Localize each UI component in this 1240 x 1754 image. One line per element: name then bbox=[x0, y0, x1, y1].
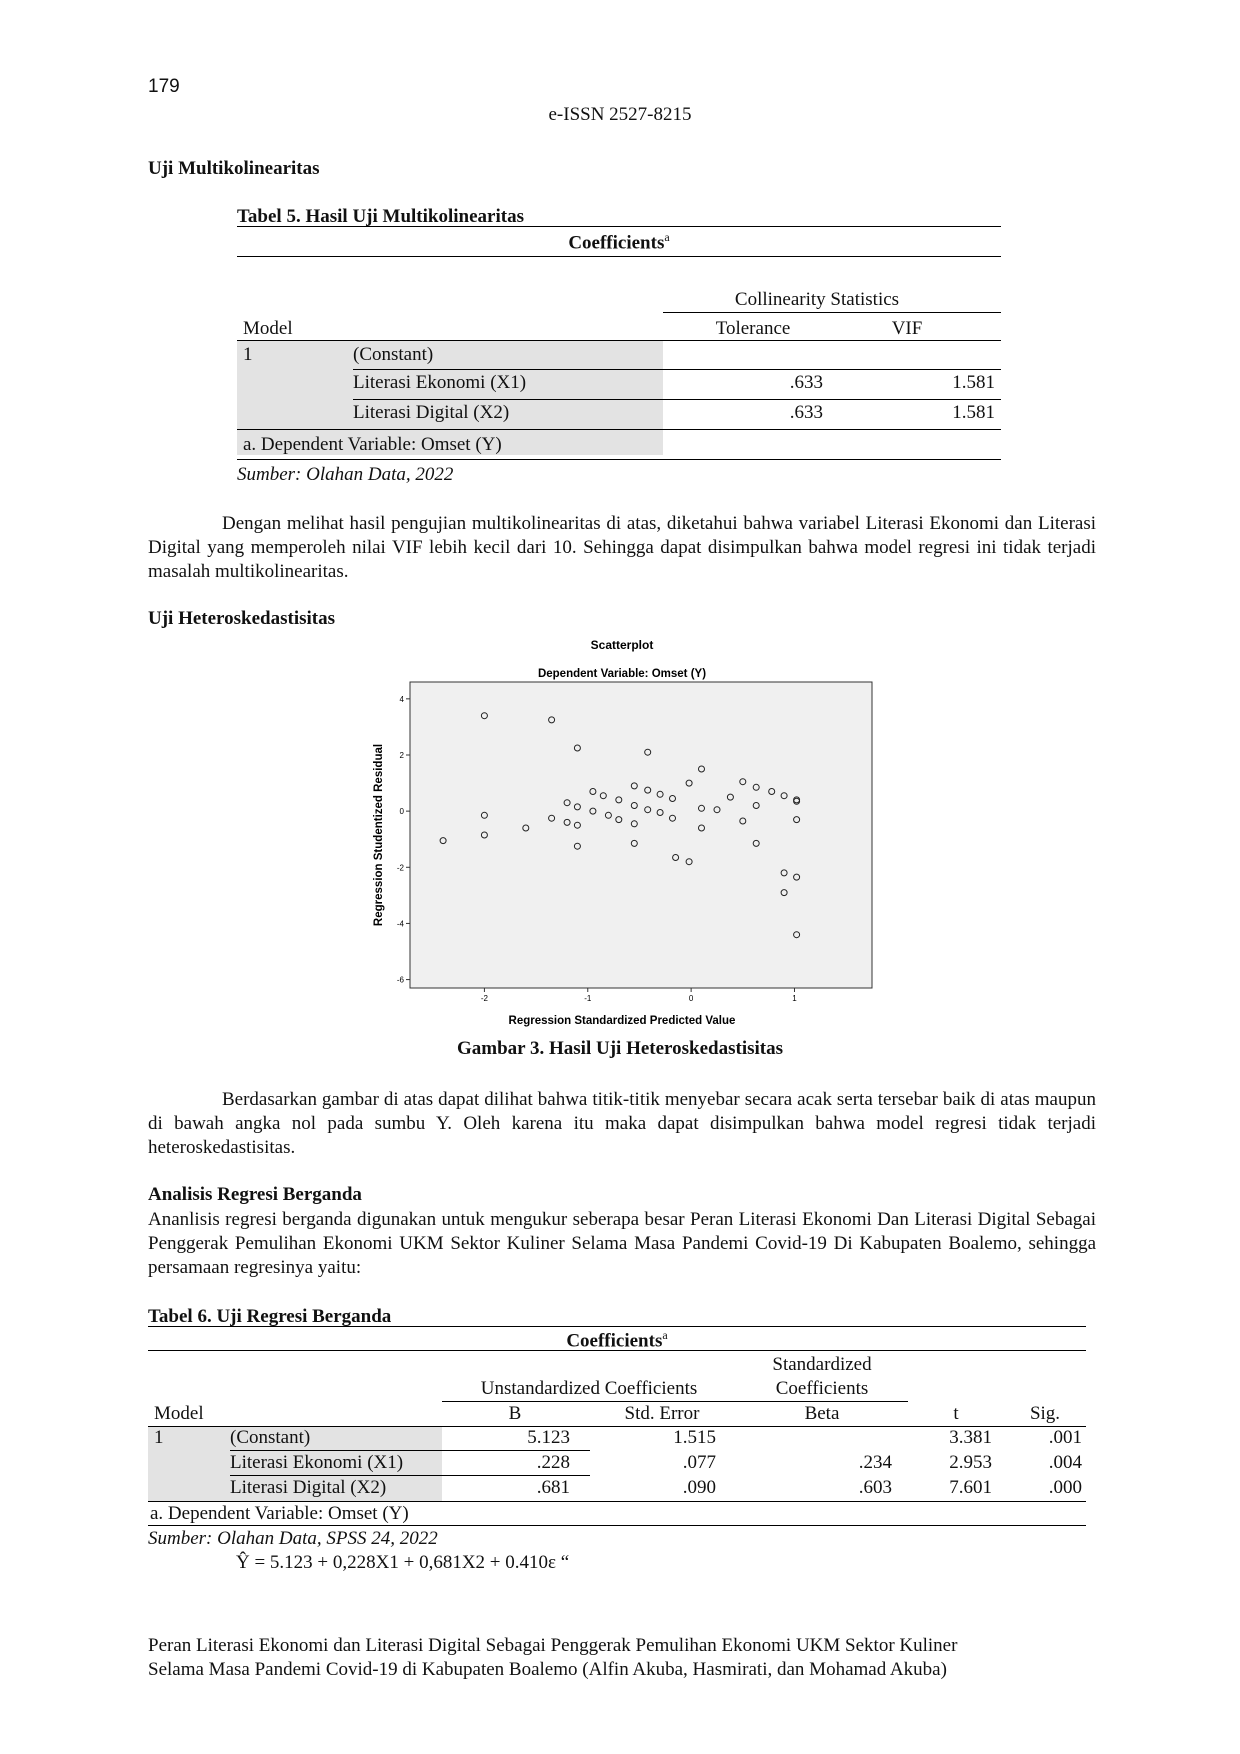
x-tick-label: -2 bbox=[480, 994, 488, 1003]
figure3-caption: Gambar 3. Hasil Uji Heteroskedastisitas bbox=[457, 1038, 783, 1059]
table5-title: Coefficients$^a$ bbox=[568, 230, 670, 254]
paragraph-regresi: Ananlisis regresi berganda digunakan untuk mengukur seberapa besar Peran Literasi Ekonomi Dan Literasi Digital Sebagai Penggerak Pemulihan Ekonomi UKM Sektor Kuliner Selama Masa Pandemi Covid-19 Di Kabupaten Boalemo, sehingga persamaan regresinya yaitu: bbox=[148, 1209, 1096, 1278]
table5-model-no: 1 bbox=[243, 344, 253, 365]
table5-tolerance: .633 bbox=[789, 402, 823, 423]
table5-row-label: Literasi Digital (X2) bbox=[353, 402, 510, 423]
table6-row-label: (Constant) bbox=[230, 1427, 311, 1448]
table6-rule-bottom bbox=[148, 1525, 1086, 1526]
table5-row-label: Literasi Ekonomi (X1) bbox=[353, 372, 527, 393]
table5-tolerance: .633 bbox=[789, 372, 823, 393]
table6-b: .228 bbox=[536, 1452, 570, 1473]
chart-x-axis bbox=[481, 988, 797, 1003]
table6-beta: .603 bbox=[858, 1477, 892, 1498]
table5-row-rule bbox=[353, 369, 1001, 370]
table5-col-vif: VIF bbox=[891, 318, 923, 339]
table6-row-rule bbox=[230, 1475, 590, 1476]
x-tick-label: 0 bbox=[688, 994, 694, 1003]
table6-se: 1.515 bbox=[673, 1427, 716, 1448]
table5-rule-top bbox=[237, 226, 1001, 227]
chart-y-axis bbox=[397, 695, 410, 985]
table6-sig: .001 bbox=[1048, 1427, 1082, 1448]
chart-title: Scatterplot bbox=[590, 638, 654, 652]
table5-vif: 1.581 bbox=[952, 402, 995, 423]
table5-col-model: Model bbox=[243, 318, 293, 339]
table6-b: .681 bbox=[536, 1477, 570, 1498]
y-tick-label: -6 bbox=[396, 975, 404, 985]
section-heading-multikolinearitas: Uji Multikolinearitas bbox=[148, 158, 320, 179]
chart-x-label: Regression Standardized Predicted Value bbox=[508, 1015, 736, 1027]
table6-rule-title bbox=[148, 1350, 1086, 1351]
table6-title: Coefficients$^a$ bbox=[566, 1328, 668, 1352]
table6-col-sig: Sig. bbox=[1029, 1403, 1061, 1424]
table6-rule-top bbox=[148, 1326, 1086, 1327]
table6-row-label: Literasi Ekonomi (X1) bbox=[230, 1452, 404, 1473]
table5-group-collinearity: Collinearity Statistics bbox=[734, 289, 900, 310]
table6-rule-body bbox=[148, 1501, 1086, 1502]
table6-sig: .000 bbox=[1048, 1477, 1082, 1498]
section-heading-heteroskedastisitas: Uji Heteroskedastisitas bbox=[148, 608, 335, 629]
table6-group-unstd: Unstandardized Coefficients bbox=[480, 1378, 698, 1399]
table6-col-t: t bbox=[953, 1403, 959, 1424]
paragraph-heteroskedastisitas: Berdasarkan gambar di atas dapat dilihat bahwa titik-titik menyebar secara acak serta tersebar baik di atas maupun di bawah angka nol pada sumbu Y. Oleh karena itu maka dapat disimpulkan bahwa model regresi tidak terjadi heteroskedastisitas. bbox=[148, 1089, 1096, 1158]
table5-vif: 1.581 bbox=[952, 372, 995, 393]
table5-rule-bottom bbox=[237, 459, 1001, 460]
footer-line: Peran Literasi Ekonomi dan Literasi Digital Sebagai Penggerak Pemulihan Ekonomi UKM Sektor Kuliner bbox=[148, 1635, 958, 1656]
table5 bbox=[237, 226, 1001, 462]
y-tick-label: 4 bbox=[399, 694, 404, 704]
section-heading-regresi: Analisis Regresi Berganda bbox=[148, 1184, 362, 1205]
table6-sig: .004 bbox=[1048, 1452, 1082, 1473]
table6-source: Sumber: Olahan Data, SPSS 24, 2022 bbox=[148, 1528, 438, 1549]
table6-row-label: Literasi Digital (X2) bbox=[230, 1477, 387, 1498]
table6-t: 2.953 bbox=[949, 1452, 992, 1473]
table6-row-rule bbox=[230, 1450, 590, 1451]
table6-caption: Tabel 6. Uji Regresi Berganda bbox=[148, 1306, 392, 1327]
table6-model-no: 1 bbox=[154, 1427, 164, 1448]
table6-b: 5.123 bbox=[527, 1427, 570, 1448]
table5-rule-title bbox=[237, 256, 1001, 257]
y-tick-label: -4 bbox=[396, 919, 404, 929]
table5-rule-body bbox=[237, 429, 1001, 430]
y-tick-label: 2 bbox=[399, 750, 404, 760]
scatterplot bbox=[370, 632, 882, 1034]
table6-col-b: B bbox=[508, 1403, 522, 1424]
regression-equation: Ŷ = 5.123 + 0,228X1 + 0,681X2 + 0.410ε “ bbox=[236, 1552, 570, 1573]
table5-source: Sumber: Olahan Data, 2022 bbox=[237, 464, 454, 485]
table6-t: 7.601 bbox=[949, 1477, 992, 1498]
table6-col-se: Std. Error bbox=[624, 1403, 700, 1424]
table6-col-model: Model bbox=[154, 1403, 204, 1424]
table6-col-beta: Beta bbox=[804, 1403, 840, 1424]
y-tick-label: -2 bbox=[396, 863, 404, 873]
table6-se: .090 bbox=[682, 1477, 716, 1498]
issn: e-ISSN 2527-8215 bbox=[548, 104, 692, 125]
table5-row-rule bbox=[353, 399, 1001, 400]
y-tick-label: 0 bbox=[399, 807, 404, 817]
chart-subtitle: Dependent Variable: Omset (Y) bbox=[537, 668, 707, 680]
page-footer bbox=[148, 1634, 1108, 1682]
table6-t: 3.381 bbox=[949, 1427, 992, 1448]
table5-footnote: a. Dependent Variable: Omset (Y) bbox=[243, 434, 502, 455]
page-number: 179 bbox=[148, 76, 180, 97]
x-tick-label: 1 bbox=[792, 994, 797, 1003]
table6 bbox=[148, 1326, 1086, 1526]
table5-caption: Tabel 5. Hasil Uji Multikolinearitas bbox=[237, 206, 524, 227]
table5-rule-group bbox=[663, 312, 1001, 313]
table6-se: .077 bbox=[682, 1452, 716, 1473]
table6-group-std-1: Standardized bbox=[772, 1354, 872, 1375]
chart-y-label: Regression Studentized Residual bbox=[373, 743, 385, 927]
paragraph-multikolinearitas: Dengan melihat hasil pengujian multikolinearitas di atas, diketahui bahwa variabel Literasi Ekonomi dan Literasi Digital yang memperoleh nilai VIF lebih kecil dari 10. Sehingga dapat disimpulkan bahwa model regresi ini tidak terjadi masalah multikolinearitas. bbox=[148, 513, 1096, 582]
footer-line: Selama Masa Pandemi Covid-19 di Kabupaten Boalemo (Alfin Akuba, Hasmirati, dan Mohamad Akuba) bbox=[148, 1659, 947, 1680]
table6-footnote: a. Dependent Variable: Omset (Y) bbox=[150, 1503, 409, 1524]
table6-group-std-2: Coefficients bbox=[775, 1378, 869, 1399]
x-tick-label: -1 bbox=[584, 994, 592, 1003]
table6-rule-group bbox=[442, 1401, 908, 1402]
table6-beta: .234 bbox=[858, 1452, 892, 1473]
chart-plot-area bbox=[410, 682, 872, 988]
table5-col-tolerance: Tolerance bbox=[715, 318, 791, 339]
table5-row-label: (Constant) bbox=[353, 344, 434, 365]
